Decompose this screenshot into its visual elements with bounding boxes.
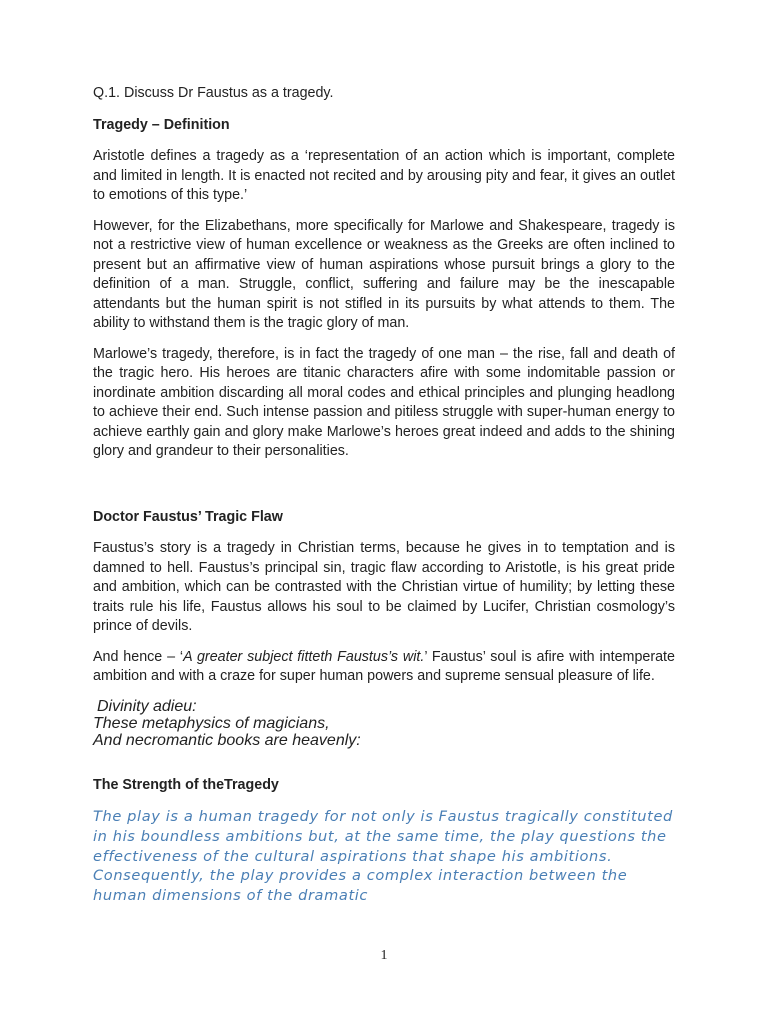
- question-title: Q.1. Discuss Dr Faustus as a tragedy.: [93, 85, 334, 101]
- paragraph-elizabethans: However, for the Elizabethans, more specifically for Marlowe and Shakespeare, tragedy is not a restrictive view of human excellence or weakness as the Greeks are often inclined to present but an affirmative view of human aspirations whose pursuit brings a glory to the definition of a man. Struggle, conflict, suffering and failure may be the inescapable attendants but the human spirit is not stifled in its pursuits by what attends to them. The ability to withstand them is the tragic glory of man.: [93, 217, 675, 331]
- heading-tragic-flaw: Doctor Faustus’ Tragic Flaw: [93, 508, 283, 525]
- hence-suffix: ’ Faustus’ soul is afire with intemperate ambition and with a craze for super human powers and supreme sensual pleasure of life.: [93, 648, 675, 684]
- verse-quote: [93, 698, 675, 749]
- paragraph-aristotle: Aristotle defines a tragedy as a ‘representation of an action which is important, complete and limited in length. It is enacted not recited and by arousing pity and fear, it gives an outlet to emotions of this type.’: [93, 148, 675, 203]
- page-number: 1: [380, 948, 388, 963]
- spacer: [93, 473, 675, 508]
- verse-line: These metaphysics of magicians,: [93, 714, 330, 732]
- heading-strength: The Strength of theTragedy: [93, 776, 279, 793]
- paragraph-human-tragedy: The play is a human tragedy for not only is Faustus tragically constituted in his boundless ambitions but, at the same time, the play questions the effectiveness of the cultural aspirations that shape his ambitions. Consequently, the play provides a complex interaction between the human dimensions of the dramatic: [93, 808, 673, 905]
- paragraph-christian-terms: Faustus’s story is a tragedy in Christian terms, because he gives in to temptation and is damned to hell. Faustus’s principal sin, tragic flaw according to Aristotle, is his great pride and ambition, which can be contrasted with the Christian virtue of humility; by letting these traits rule his life, Faustus allows his soul to be claimed by Lucifer, Christian cosmology’s prince of devils.: [93, 540, 675, 634]
- verse-line: Divinity adieu:: [97, 697, 197, 715]
- verse-line: And necromantic books are heavenly:: [93, 731, 361, 749]
- paragraph-and-hence: [93, 648, 675, 687]
- heading-tragedy-definition: Tragedy – Definition: [93, 116, 230, 133]
- paragraph-marlowe: Marlowe’s tragedy, therefore, is in fact the tragedy of one man – the rise, fall and death of the tragic hero. His heroes are titanic characters afire with some indomitable passion or inordinate ambition discarding all moral codes and ethical principles and plunging headlong to achieve their end. Such intense passion and pitiless struggle with super-human energy to achieve earthly gain and glory make Marlowe’s heroes great indeed and adds to the shining glory and grandeur to their personalities.: [93, 345, 675, 459]
- hence-quote: A greater subject fitteth Faustus’s wit.: [183, 648, 425, 665]
- document-body: [93, 84, 675, 906]
- hence-prefix: And hence – ‘: [93, 648, 184, 665]
